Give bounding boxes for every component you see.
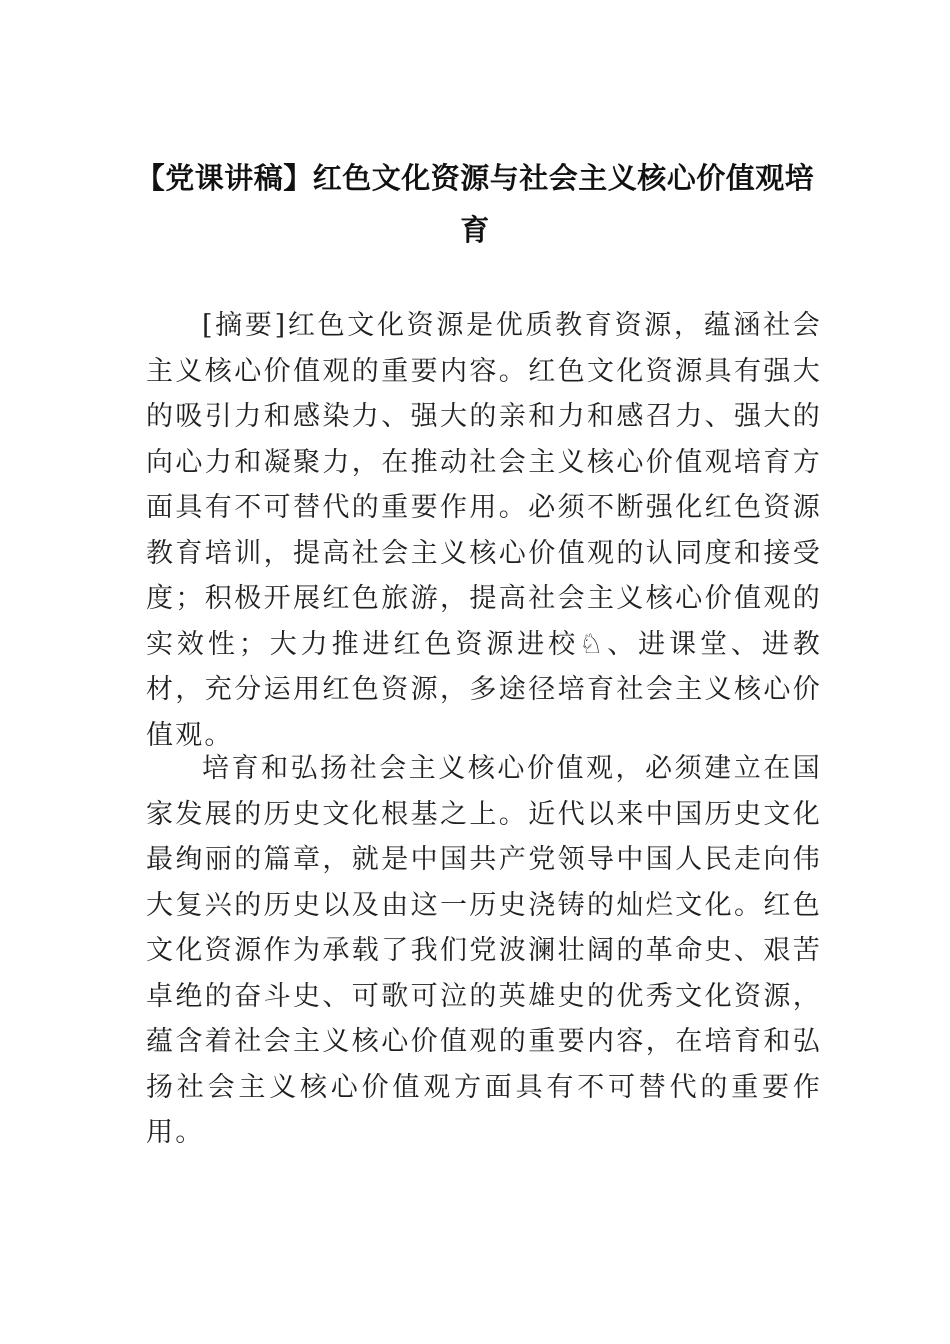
body-paragraph: 培育和弘扬社会主义核心价值观，必须建立在国家发展的历史文化根基之上。近代以来中国历史文化最绚丽的篇章，就是中国共产党领导中国人民走向伟大复兴的历史以及由这一历史浇铸的灿烂文化。红色文化资源作为承载了我们党波澜壮阔的革命史、艰苦卓绝的奋斗史、可歌可泣的英雄史的优秀文化资源，蕴含着社会主义核心价值观的重要内容，在培育和弘扬社会主义核心价值观方面具有不可替代的重要作用。 — [146, 753, 822, 1148]
abstract-paragraph: [摘要]红色文化资源是优质教育资源，蕴涵社会主义核心价值观的重要内容。红色文化资源具有强大的吸引力和感染力、强大的亲和力和感召力、强大的向心力和凝聚力，在推动社会主义核心价值观培育方面具有不可替代的重要作用。必须不断强化红色资源教育培训，提高社会主义核心价值观的认同度和接受度；积极开展红色旅游，提高社会主义核心价值观的实效性；大力推进红色资源进校♘、进课堂、进教材，充分运用红色资源，多途径培育社会主义核心价值观。 — [146, 310, 822, 751]
document-title: 【党课讲稿】红色文化资源与社会主义核心价值观培育 — [135, 161, 815, 247]
